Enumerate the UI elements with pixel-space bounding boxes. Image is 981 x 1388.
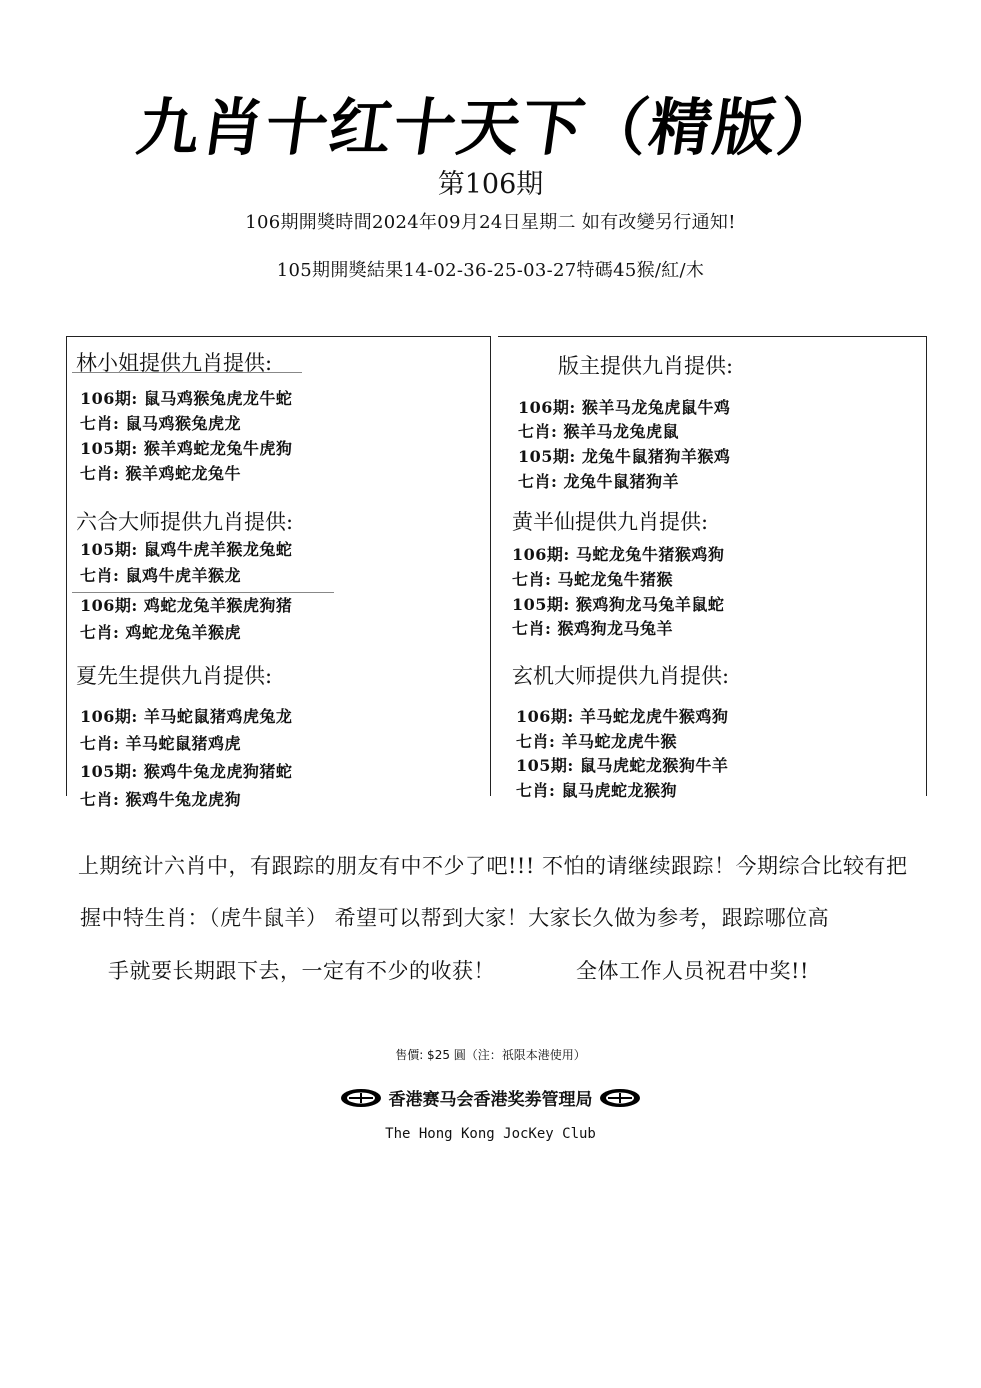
section-title: 版主提供九肖提供: — [558, 354, 734, 378]
prediction-line: 七肖: 羊马蛇鼠猪鸡虎 — [80, 734, 241, 753]
prediction-line: 七肖: 猴鸡狗龙马兔羊 — [512, 619, 673, 638]
prediction-line: 七肖: 猴鸡牛兔龙虎狗 — [80, 790, 241, 809]
prediction-line: 七肖: 龙兔牛鼠猪狗羊 — [518, 472, 679, 491]
section-title: 玄机大师提供九肖提供: — [512, 664, 730, 688]
frame-left — [66, 336, 67, 796]
organization-line — [0, 1085, 981, 1114]
prediction-line: 105期: 鼠马虎蛇龙猴狗牛羊 — [516, 756, 729, 775]
frame-top-right — [498, 336, 926, 337]
issue-number: 第106期 — [437, 169, 544, 200]
prediction-line: 106期: 鸡蛇龙兔羊猴虎狗猪 — [80, 596, 293, 615]
message-line-3: 手就要长期跟下去，一定有不少的收获！ — [108, 959, 495, 983]
section-title: 夏先生提供九肖提供: — [76, 664, 273, 688]
frame-middle — [490, 336, 491, 796]
draw-time-notice: 106期開獎時間2024年09月24日星期二 如有改變另行通知! — [245, 212, 736, 233]
jockey-club-logo-icon — [598, 1087, 642, 1114]
prediction-line: 七肖: 鸡蛇龙兔羊猴虎 — [80, 623, 241, 642]
organization-english-name: The Hong Kong JocKey Club — [385, 1126, 596, 1142]
price-note: 售價: $25 圓（注：祇限本港使用） — [395, 1048, 586, 1062]
message-blessing: 全体工作人员祝君中奖!! — [576, 959, 809, 983]
prediction-line: 七肖: 鼠鸡牛虎羊猴龙 — [80, 566, 241, 585]
prediction-line: 105期: 猴羊鸡蛇龙兔牛虎狗 — [80, 439, 293, 458]
prediction-line: 七肖: 猴羊鸡蛇龙兔牛 — [80, 464, 241, 483]
message-line-1: 上期统计六肖中，有跟踪的朋友有中不少了吧!!! 不怕的请继续跟踪！今期综合比较有把 — [78, 854, 908, 878]
prediction-line: 106期: 猴羊马龙兔虎鼠牛鸡 — [518, 398, 731, 417]
section-title: 黄半仙提供九肖提供: — [512, 510, 709, 534]
prediction-line: 七肖: 鼠马虎蛇龙猴狗 — [516, 781, 677, 800]
organization-name: 香港赛马会香港奖劵管理局 — [388, 1090, 593, 1110]
prediction-line: 106期: 鼠马鸡猴兔虎龙牛蛇 — [80, 389, 293, 408]
section-title: 六合大师提供九肖提供: — [76, 510, 294, 534]
frame-top-left — [66, 336, 490, 337]
prediction-line: 106期: 马蛇龙兔牛猪猴鸡狗 — [512, 545, 725, 564]
frame-right — [926, 336, 927, 796]
jockey-club-logo-icon — [339, 1087, 383, 1114]
prediction-line: 105期: 猴鸡牛兔龙虎狗猪蛇 — [80, 762, 293, 781]
prediction-line: 105期: 猴鸡狗龙马兔羊鼠蛇 — [512, 595, 725, 614]
section-title: 林小姐提供九肖提供: — [76, 351, 273, 375]
prediction-line: 105期: 龙兔牛鼠猪狗羊猴鸡 — [518, 447, 731, 466]
prediction-line: 七肖: 猴羊马龙兔虎鼠 — [518, 422, 679, 441]
prediction-line: 106期: 羊马蛇鼠猪鸡虎兔龙 — [80, 707, 293, 726]
message-line-2: 握中特生肖：（虎牛鼠羊） 希望可以帮到大家！大家长久做为参考，跟踪哪位高 — [80, 906, 830, 930]
page-title: 九肖十红十天下（精版） — [132, 91, 847, 164]
prediction-line: 105期: 鼠鸡牛虎羊猴龙兔蛇 — [80, 540, 293, 559]
prediction-line: 七肖: 鼠马鸡猴兔虎龙 — [80, 414, 241, 433]
previous-draw-result: 105期開獎結果14-02-36-25-03-27特碼45猴/紅/木 — [276, 260, 705, 281]
prediction-line: 106期: 羊马蛇龙虎牛猴鸡狗 — [516, 707, 729, 726]
prediction-line: 七肖: 马蛇龙兔牛猪猴 — [512, 570, 673, 589]
prediction-line: 七肖: 羊马蛇龙虎牛猴 — [516, 732, 677, 751]
